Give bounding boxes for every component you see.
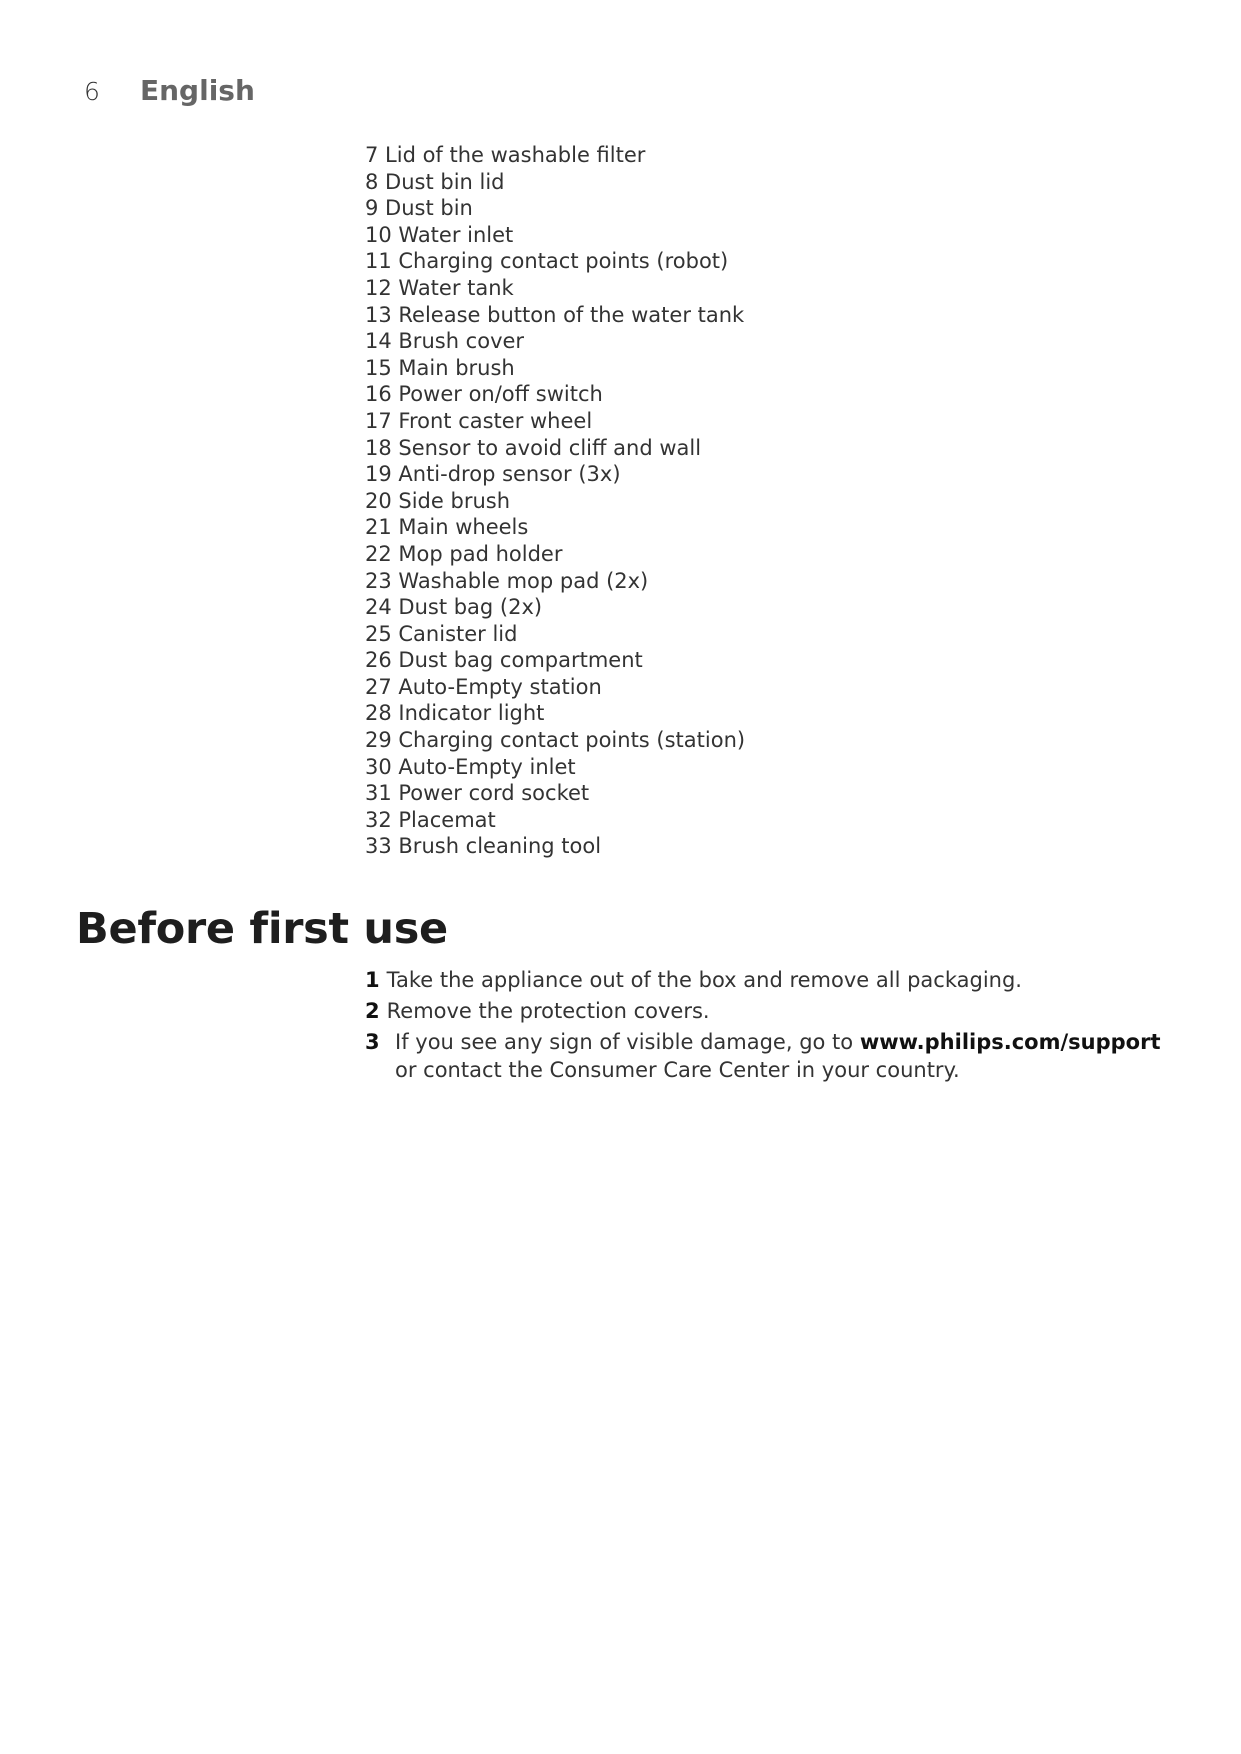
list-item: 20 Side brush <box>365 488 511 513</box>
language-label: English <box>140 74 255 107</box>
page-header <box>84 74 255 114</box>
list-item: 29 Charging contact points (station) <box>365 728 746 753</box>
list-item: 23 Washable mop pad (2x) <box>365 568 649 593</box>
list-item: 27 Auto-Empty station <box>365 674 602 699</box>
list-item: 13 Release button of the water tank <box>365 302 745 327</box>
list-item: 16 Power on/off switch <box>365 382 603 407</box>
list-item: 32 Placemat <box>365 807 496 832</box>
step-text-after: or contact the Consumer Care Center in your country. <box>395 1058 960 1082</box>
step-number: 1 <box>365 968 380 992</box>
list-item: 30 Auto-Empty inlet <box>365 754 576 779</box>
list-item: 12 Water tank <box>365 275 514 300</box>
list-item: 21 Main wheels <box>365 515 529 540</box>
list-item: 22 Mop pad holder <box>365 541 563 566</box>
step-text-before: If you see any sign of visible damage, go to <box>395 1030 854 1054</box>
support-link[interactable]: www.philips.com/support <box>859 1030 1161 1054</box>
step-item <box>365 997 1165 1025</box>
list-item: 28 Indicator light <box>365 701 545 726</box>
list-item: 7 Lid of the washable filter <box>365 143 646 167</box>
list-item: 14 Brush cover <box>365 329 525 354</box>
step-text: Take the appliance out of the box and remove all packaging. <box>386 968 1022 992</box>
step-number: 3 <box>365 1030 380 1054</box>
list-item: 33 Brush cleaning tool <box>365 834 602 859</box>
list-item: 17 Front caster wheel <box>365 408 593 433</box>
list-item: 26 Dust bag compartment <box>365 648 643 673</box>
list-item: 24 Dust bag (2x) <box>365 595 543 620</box>
list-item: 25 Canister lid <box>365 621 518 646</box>
step-number: 2 <box>365 999 380 1023</box>
list-item: 8 Dust bin lid <box>365 169 505 194</box>
list-item: 9 Dust bin <box>365 196 473 221</box>
list-item: 10 Water inlet <box>365 222 514 247</box>
step-item <box>365 966 1165 994</box>
step-text: Remove the protection covers. <box>386 999 710 1023</box>
list-item: 18 Sensor to avoid cliff and wall <box>365 435 702 460</box>
step-text <box>395 1028 1165 1084</box>
list-item: 19 Anti-drop sensor (3x) <box>365 462 621 487</box>
step-item <box>365 1028 1165 1084</box>
list-item: 11 Charging contact points (robot) <box>365 249 729 274</box>
page-number: 6 <box>84 77 100 106</box>
list-item: 15 Main brush <box>365 355 515 380</box>
list-item: 31 Power cord socket <box>365 781 590 806</box>
steps-list <box>365 966 1165 1087</box>
section-title: Before first use <box>76 904 448 954</box>
parts-list <box>365 142 745 860</box>
